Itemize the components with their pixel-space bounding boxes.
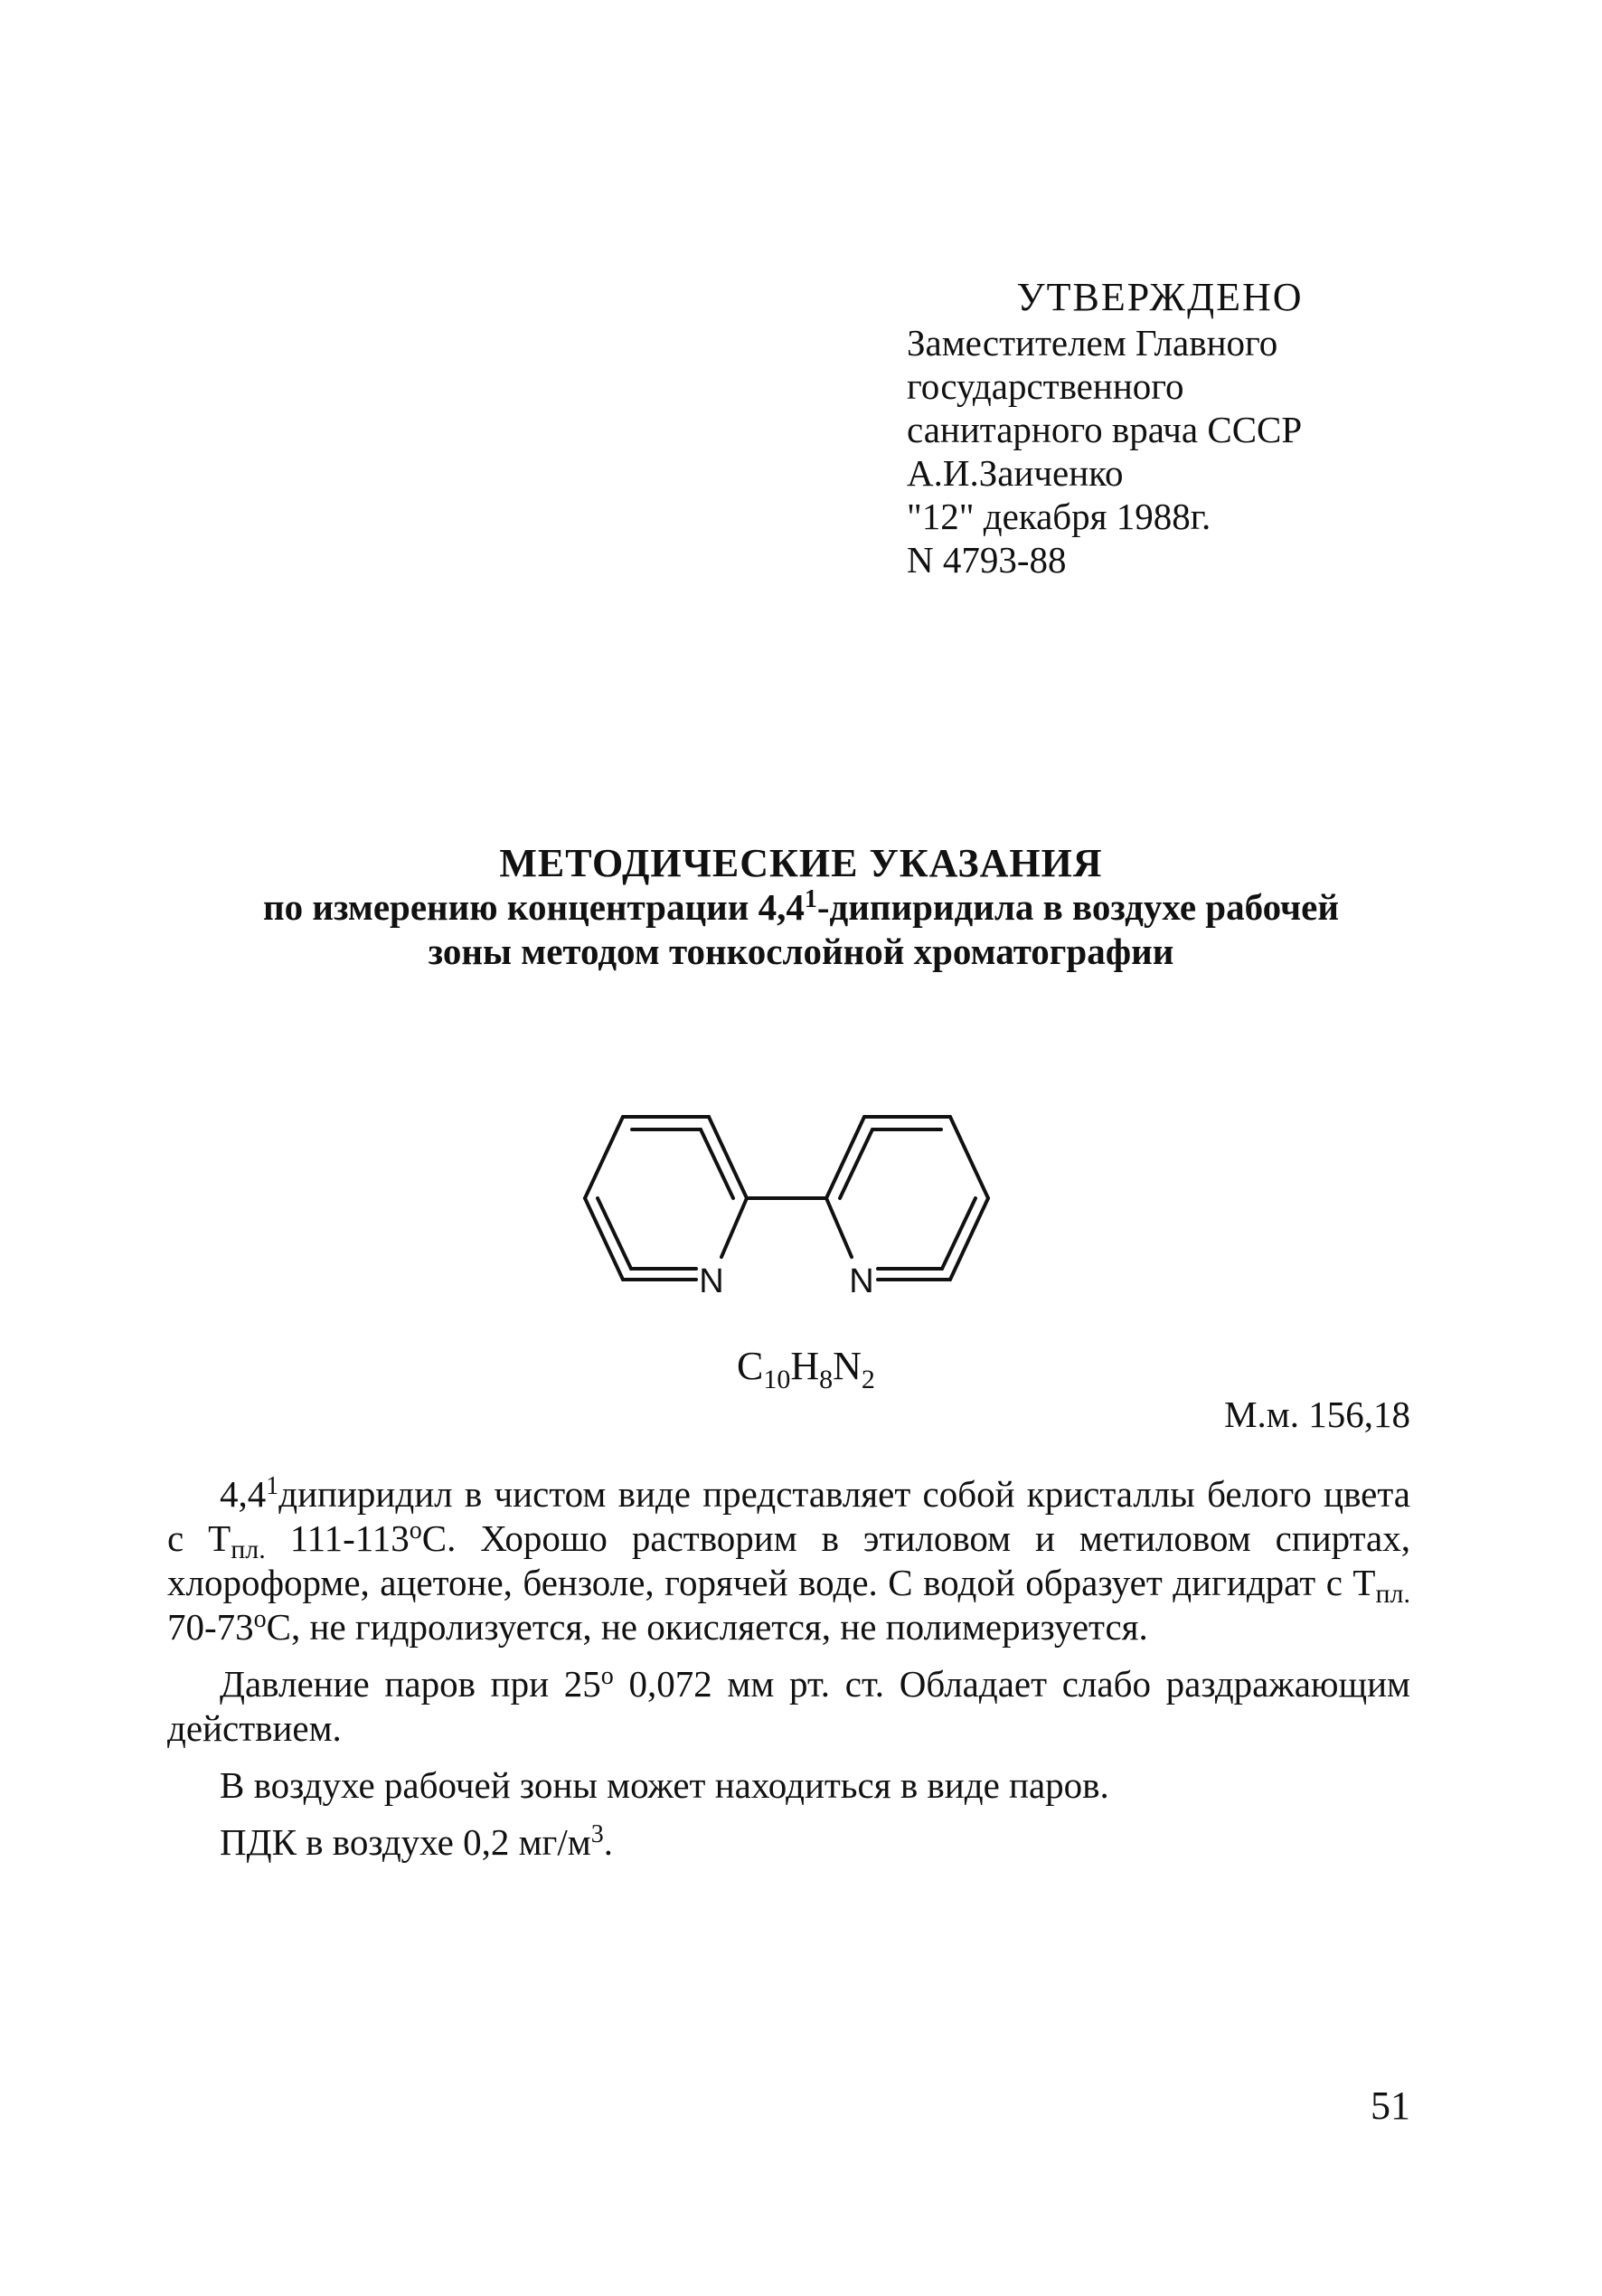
text: .	[603, 1821, 613, 1863]
approval-signatory: А.И.Заиченко	[907, 452, 1124, 494]
subtitle-text: -дипиридила в воздухе рабочей	[816, 886, 1339, 928]
approval-line: государственного	[907, 365, 1184, 407]
page-number: 51	[1371, 2083, 1410, 2128]
superscript: 3	[590, 1820, 604, 1848]
text: Давление паров при 25	[220, 1663, 601, 1705]
approval-date: "12" декабря 1988г.	[907, 496, 1211, 537]
nitrogen-atom-left: N	[699, 1262, 724, 1300]
document-subtitle-line1	[118, 885, 1484, 930]
superscript: 1	[266, 1472, 279, 1500]
molecular-formula	[737, 1343, 875, 1395]
document-heading	[118, 841, 1484, 974]
approval-block	[907, 276, 1467, 581]
text: С, не гидролизуется, не окисляется, не полимеризуется.	[266, 1606, 1148, 1648]
approval-title: УТВЕРЖДЕНО	[1016, 275, 1304, 319]
paragraph	[167, 1662, 1410, 1751]
text: 4,4	[220, 1473, 267, 1515]
subtitle-text: по измерению концентрации 4,4	[263, 886, 805, 928]
paragraph: В воздухе рабочей зоны может находиться в виде паров.	[220, 1764, 1109, 1806]
molecular-mass: М.м. 156,18	[1224, 1394, 1410, 1435]
subscript: пл.	[1375, 1579, 1410, 1609]
nitrogen-atom-right: N	[849, 1262, 874, 1300]
text: С. Хорошо растворим в этиловом и метиловом спиртах, хлороформе, ацетоне, бензоле, горячей воде. С водой образует дигидрат с Т	[167, 1517, 1410, 1603]
text: 70-73	[167, 1606, 254, 1648]
degree-sign: о	[409, 1516, 422, 1545]
approval-number: N 4793-88	[907, 539, 1067, 581]
degree-sign: о	[253, 1605, 267, 1633]
approval-line: Заместителем Главного	[907, 322, 1278, 364]
paragraph	[167, 1472, 1410, 1649]
structural-formula-diagram	[574, 1108, 999, 1311]
approval-line: санитарного врача СССР	[907, 409, 1303, 450]
pyridine-ring-right	[826, 1117, 988, 1280]
text: 0,072 мм рт. ст. Обладает слабо раздражающим действием.	[167, 1663, 1410, 1749]
document-subtitle-line2: зоны методом тонкослойной хроматографии	[428, 931, 1174, 972]
pyridine-ring-left	[585, 1117, 747, 1280]
formula-subscript: 10	[763, 1365, 791, 1394]
formula-element: C	[737, 1344, 764, 1388]
text: дипиридил в чистом виде представляет собой кристаллы белого цвета с Т	[167, 1473, 1410, 1559]
body-text	[167, 1472, 1410, 1865]
document-title: МЕТОДИЧЕСКИЕ УКАЗАНИЯ	[499, 841, 1103, 885]
formula-subscript: 2	[861, 1365, 875, 1394]
degree-sign: о	[600, 1662, 614, 1690]
paragraph	[167, 1820, 1410, 1865]
text: 111-113	[265, 1517, 410, 1559]
subscript: пл.	[231, 1535, 266, 1564]
text: ПДК в воздухе 0,2 мг/м	[220, 1821, 591, 1863]
formula-subscript: 8	[819, 1365, 834, 1394]
formula-element: N	[833, 1344, 862, 1388]
superscript: 1	[804, 885, 817, 913]
formula-element: H	[790, 1344, 820, 1388]
